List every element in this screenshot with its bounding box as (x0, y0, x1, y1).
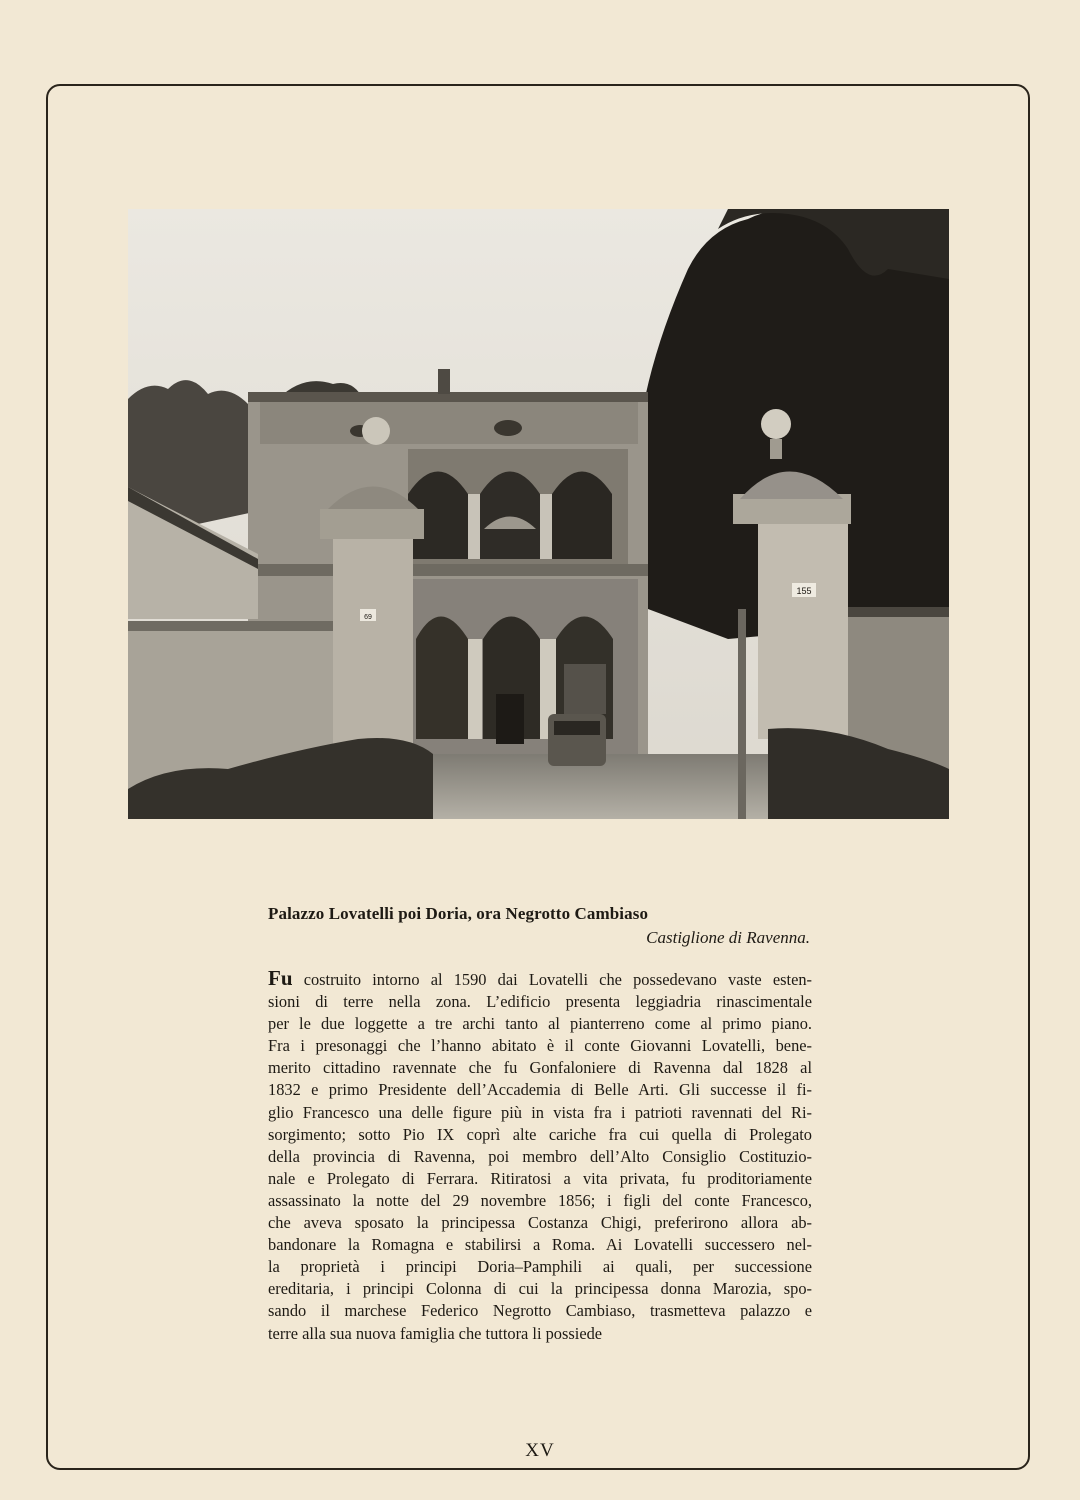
palazzo-photograph (128, 209, 949, 819)
caption-place: Castiglione di Ravenna. (646, 928, 810, 947)
paragraph-line: la proprietà i principi Doria–Pamphili ai quali, per successione (268, 1257, 812, 1277)
left-pillar-number: 69 (364, 614, 372, 621)
paragraph-line: della provincia di Ravenna, poi membro dell’Alto Consiglio Costituzio- (268, 1146, 812, 1166)
palazzo-photo-illustration (128, 209, 949, 819)
paragraph-line: sando il marchese Federico Negrotto Cambiaso, trasmetteva palazzo e (268, 1301, 812, 1321)
paragraph-line: assassinato la notte del 29 novembre 1856; i figli del conte Francesco, (268, 1190, 812, 1210)
paragraph-line: sioni di terre nella zona. L’edificio presenta leggiadria rinascimentale (268, 992, 812, 1012)
paragraph-line: ereditaria, i principi Colonna di cui la principessa donna Marozia, spo- (268, 1279, 812, 1299)
paragraph-line: glio Francesco una delle figure più in vista fra i patrioti ravennati del Ri- (268, 1102, 812, 1122)
paragraph-line: terre alla sua nuova famiglia che tuttora li possiede (268, 1323, 603, 1343)
paragraph-line: merito cittadino ravennate che fu Gonfaloniere di Ravenna dal 1828 al (268, 1058, 812, 1078)
paragraph-line: sorgimento; sotto Pio IX coprì alte cariche fra cui quella di Prolegato (268, 1124, 812, 1144)
paragraph-line: per le due loggette a tre archi tanto al pianterreno come al primo piano. (268, 1014, 812, 1034)
page-number: XV (525, 1440, 555, 1461)
paragraph-line: 1832 e primo Presidente dell’Accademia di Belle Arti. Gli successe il fi- (268, 1080, 812, 1100)
paragraph-line (268, 967, 812, 991)
paragraph-line-text: costruito intorno al 1590 dai Lovatelli che possedevano vaste esten- (303, 970, 812, 989)
body-paragraph (268, 967, 812, 1345)
paragraph-line: che aveva sposato la principessa Costanza Chigi, preferirono allora ab- (268, 1213, 812, 1233)
dropcap: Fu (268, 966, 293, 990)
paragraph-line: nale e Prolegato di Ferrara. Ritiratosi a vita privata, fu proditoriamente (268, 1168, 812, 1188)
right-pillar-number: 155 (796, 586, 812, 596)
caption-title: Palazzo Lovatelli poi Doria, ora Negrotto Cambiaso (268, 904, 649, 923)
paragraph-line: Fra i presonaggi che l’hanno abitato è il conte Giovanni Lovatelli, bene- (268, 1036, 812, 1056)
paragraph-line: bandonare la Romagna e stabilirsi a Roma. Ai Lovatelli successero nel- (268, 1235, 812, 1255)
